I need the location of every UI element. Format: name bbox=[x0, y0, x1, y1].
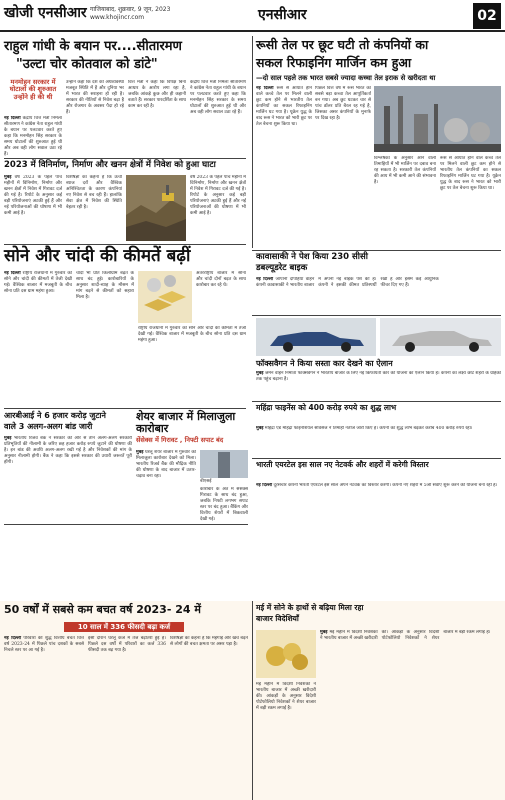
gold-dateline: नई दिल्ली bbox=[4, 271, 21, 276]
rahul-body-col4: केंद्रीय वित्त मंत्री निर्मला सीतारमण ने कांग्रेस नेता राहुल गांधी के बयान पर पलटवार करते हुए कहा कि मनमोहन सिंह सरकार के समय घोटालों की शुरुआत हुई थी और अब वही लोग सवाल उठा रहे हैं। bbox=[190, 80, 246, 115]
rahul-dateline: नई दिल्ली bbox=[4, 116, 21, 121]
page-number: 02 bbox=[473, 3, 501, 29]
masthead-website: www.khojincr.com bbox=[90, 14, 145, 21]
divider bbox=[252, 315, 501, 316]
bank-photo bbox=[256, 630, 316, 678]
stock-headline: शेयर बाजार में मिलाजुला कारोबार bbox=[136, 410, 236, 436]
bank-dateline: मुंबई bbox=[320, 630, 328, 635]
newspaper-brand: खोजी एनसीआर bbox=[4, 5, 87, 21]
mahindra-body bbox=[256, 426, 501, 456]
gold-body-col1 bbox=[4, 271, 72, 405]
gold-body-col4: राष्ट्रीय राजधानी में गुरुवार को सोने और चांदी की कीमतों में तेजी देखी गई। वैश्विक बाजार में मजबूती के बीच सोना प्रति दस ग्राम महंगा हुआ। bbox=[138, 326, 246, 343]
refinery-image bbox=[374, 86, 501, 152]
fifty-body-col3: विशेषज्ञों का कहना है कि महंगाई और खर्च बढ़ने से लोगों की बचत क्षमता पर असर पड़ा है। bbox=[170, 636, 248, 647]
fifty-body-col1 bbox=[4, 636, 84, 796]
rahul-body-col3: वित्त मंत्री ने कहा कि विपक्ष बिना आधार के आरोप लगा रहा है, जबकि आंकड़े कुछ और ही कहानी बताते हैं। सरकार पारदर्शिता के साथ काम कर रही है। bbox=[128, 80, 186, 109]
rahul-headline-line1: राहुल गांधी के बयान पर....सीतारमण bbox=[4, 39, 182, 54]
divider-vertical bbox=[252, 601, 253, 800]
sugar-headline-line2: डबल्यूडरेट बाइक bbox=[256, 263, 308, 273]
russia-dateline: नई दिल्ली bbox=[256, 86, 274, 91]
telecom-body-text: दूरसंचार कंपनी भारती एयरटेल इस साल अपने नेटवर्क का विस्तार करेगी। कंपनी नए शहरों में 5जी सेवाएं शुरू करने की योजना बना रही है। bbox=[273, 483, 498, 488]
divider bbox=[4, 244, 246, 245]
mining-headline: 2023 में विनिर्माण, निर्माण और खनन क्षेत्रों में निवेश को हुआ घाटा bbox=[4, 160, 216, 170]
mining-body-1: वर्ष 2023 के पहले पांच महीनों में विनिर्माण, निर्माण और खनन क्षेत्रों में निवेश में गिरावट दर्ज की गई है। रिपोर्ट के अनुसार कई बड़ी परियोजनाएं अटकी हुई हैं और नई परियोजनाओं की घोषणा में भी कमी आई है। bbox=[4, 175, 62, 216]
vw-body-text: जर्मन वाहन निर्माता फॉक्सवैगन ने भारतीय बाजार के लिए नई किफायती कार की योजना का ऐलान किया है। कंपनी का लक्ष्य छोटे शहरों के ग्राहकों तक पहुंच बढ़ाना है। bbox=[256, 371, 501, 382]
stock-dateline: मुंबई bbox=[136, 450, 144, 455]
bank-body bbox=[320, 630, 501, 796]
stock-deck: सेंसेक्स में गिरावट , निफ्टी सपाट बंद bbox=[136, 436, 224, 444]
fifty-headline: 50 वर्षों में सबसे कम बचत वर्ष 2023- 24 में bbox=[4, 603, 201, 616]
stock-body-col1 bbox=[136, 450, 196, 522]
divider-vertical bbox=[252, 36, 253, 248]
fifty-dateline: नई दिल्ली bbox=[4, 636, 22, 641]
gold-photo bbox=[138, 271, 192, 323]
rahul-body-1: केंद्रीय वित्त मंत्री निर्मला सीतारमण ने कांग्रेस नेता राहुल गांधी के बयान पर पलटवार करते हुए कहा कि मनमोहन सिंह सरकार के समय घोटालों की शुरुआत हुई थी और अब वही लोग सवाल उठा रहे हैं। bbox=[4, 116, 62, 156]
gold-body-col2: चांदी भी प्रति किलोग्राम बढ़त के साथ बंद हुई। कारोबारियों के अनुसार शादी-ब्याह के मौसम में मांग बढ़ने से कीमतों को सहारा मिला है। bbox=[76, 271, 134, 300]
rbi-body-2: इन बांड की अवधि अलग-अलग रखी गई है और निवेशकों की मांग के अनुसार नीलामी होगी। बैंक ने कहा कि इससे सरकार की उधारी जरूरतें पूरी होंगी। bbox=[4, 448, 132, 465]
telecom-headline: भारती एयरटेल इस साल नए नेटवर्क और शहरों में करेगी विस्तार bbox=[256, 460, 429, 469]
rbi-headline-line2: वाले 3 अलग-अलग बांड जारी bbox=[4, 422, 93, 431]
rbi-body bbox=[4, 436, 132, 522]
stock-body-col2: कारोबार के अंत में सेंसेक्स गिरावट के साथ बंद हुआ, जबकि निफ्टी लगभग सपाट स्तर पर बंद हुआ। बैंकिंग और वित्तीय शेयरों में बिकवाली देखी गई। bbox=[200, 487, 248, 522]
mahindra-headline: महिंद्रा फाइनेंस को 400 करोड़ रुपये का शुद्ध लाभ bbox=[256, 403, 397, 412]
russia-body-col3: विश्लेषकों के अनुसार आने वाली तिमाहियों में भी मार्जिन पर दबाव बना रह सकता है। सरकारी तेल कंपनियों की आय में भी कमी आने की संभावना है। bbox=[374, 156, 436, 185]
divider bbox=[4, 408, 246, 409]
mining-body-col2: विशेषज्ञों का कहना है कि ऊंची ब्याज दरों और वैश्विक अनिश्चितता के कारण कंपनियां नए निवेश से बच रही हैं। हालांकि सेवा क्षेत्र में निवेश की स्थिति बेहतर रही है। bbox=[66, 175, 122, 210]
russia-body-col2: पिछले वित्त वर्ष में रूस भारत का सबसे बड़ा कच्चा तेल आपूर्तिकर्ता बन गया। अब छूट घटकर चार से पांच डॉलर प्रति बैरल रह गई है, जिसका असर कंपनियों के मुनाफे पर दिख रहा है। bbox=[315, 86, 371, 121]
bank-headline-line2: बाजार विदेशियाँ bbox=[256, 614, 299, 623]
car-image bbox=[380, 318, 501, 356]
bank-body-text: मई महीने में विदेशी निवेशकों ने भारतीय बाजार में अच्छी खरीदारी की। आंकड़ों के अनुसार विदेशी पोर्टफोलियो निवेशकों ने शेयर बाजार में बड़ी रकम लगाई है। bbox=[320, 630, 491, 641]
stock-body-1: घरेलू शेयर बाजार में गुरुवार को मिलाजुला कारोबार देखने को मिला। भारतीय रिजर्व बैंक की मौद्रिक नीति की घोषणा के बाद बाजार में उतार-चढ़ाव बना रहा। bbox=[136, 450, 196, 479]
mining-photo bbox=[126, 175, 186, 241]
vw-body bbox=[256, 371, 501, 399]
fifty-body-1: परिवारों की शुद्ध वित्तीय बचत वित्त वर्ष 2023-24 में पिछले पांच दशकों के सबसे निचले स्तर पर आ गई है। bbox=[4, 636, 84, 653]
vw-dateline: मुंबई bbox=[256, 371, 264, 376]
mahindra-body-text: महिंद्रा एंड महिंद्रा फाइनेंशियल सर्विसेज ने तिमाही नतीजे जारी किए हैं। कंपनी का शुद्ध लाभ बढ़कर करीब 400 करोड़ रुपये रहा। bbox=[264, 426, 473, 431]
mahindra-dateline: मुंबई bbox=[256, 426, 264, 431]
sugar-headline-line1: कावासाकी ने पेश किया 230 सीसी bbox=[256, 252, 368, 262]
gold-body-col3: अंतरराष्ट्रीय बाजार में सोना और चांदी दोनों बढ़त के साथ कारोबार कर रहे थे। bbox=[196, 271, 246, 288]
russia-body-col4: रूस से आयात होने वाले कच्चे तेल पर मिलने वाली छूट कम होने से भारतीय तेल कंपनियों का सकल रिफाइनिंग मार्जिन घट गया है। यूक्रेन युद्ध के बाद रूस ने भारत को भारी छूट पर तेल बेचना शुरू किया था। bbox=[440, 156, 501, 191]
gold-coins-image bbox=[256, 630, 316, 678]
telecom-body bbox=[256, 483, 501, 599]
russia-deck: —दो साल पहले तक भारत सबसे ज्यादा कच्चा तेल इराक से खरीदता था bbox=[256, 74, 436, 82]
divider bbox=[252, 458, 501, 459]
rbi-headline-line1: आरबीआई ने 6 हजार करोड़ जुटाने bbox=[4, 411, 106, 420]
rbi-dateline: मुंबई bbox=[4, 436, 12, 441]
sugar-body-text: जापानी दोपहिया वाहन कंपनी कावासाकी ने भारतीय बाजार में अपनी नई बाइक पेश की है। कंपनी ने इसकी कीमत प्रतिस्पर्धी रखी है और इसमें कई आधुनिक फीचर दिए गए हैं। bbox=[256, 277, 439, 288]
divider bbox=[252, 401, 501, 402]
vw-headline: फॉक्सवैगन ने किया सस्ता कार देखने का ऐलान bbox=[256, 359, 393, 368]
fifty-body-col2: इसी दौरान घरेलू कर्ज में तेज बढ़ोतरी हुई है। पिछले दस वर्षों में परिवारों का कर्ज 336 फीसदी तक बढ़ गया है। bbox=[88, 636, 166, 653]
bank-headline-line1: मई में सोने के हाथों से बढ़िया मिला रहा bbox=[256, 603, 364, 612]
telecom-dateline: नई दिल्ली bbox=[256, 483, 273, 488]
masthead-meta bbox=[90, 6, 170, 22]
gold-body-1: राष्ट्रीय राजधानी में गुरुवार को सोने और चांदी की कीमतों में तेजी देखी गई। वैश्विक बाजार में मजबूती के बीच सोना प्रति दस ग्राम महंगा हुआ। bbox=[4, 271, 72, 294]
rahul-headline-line2: "उल्टा चोर कोतवाल को डांटे" bbox=[16, 57, 158, 72]
vw-photo-2 bbox=[380, 318, 501, 356]
section-title: एनसीआर bbox=[258, 7, 307, 23]
divider bbox=[252, 250, 501, 251]
rahul-body-col1 bbox=[4, 116, 62, 156]
mining-dateline: मुंबई bbox=[4, 175, 12, 180]
russia-body-1: रूस से आयात होने वाले कच्चे तेल पर मिलने वाली छूट कम होने से भारतीय तेल कंपनियों का सकल रिफाइनिंग मार्जिन घट गया है। यूक्रेन युद्ध के बाद रूस ने भारत को भारी छूट पर तेल बेचना शुरू किया था। bbox=[256, 86, 312, 127]
mining-image bbox=[126, 175, 186, 241]
rahul-body-col2: उन्होंने कहा कि देश की अर्थव्यवस्था मजबूत स्थिति में है और दुनिया भर में भारत की सराहना हो रही है। सरकार की नीतियों से निवेश बढ़ा है और रोजगार के अवसर पैदा हो रहे हैं। bbox=[66, 80, 124, 115]
divider bbox=[4, 524, 248, 525]
sugar-dateline: नई दिल्ली bbox=[256, 277, 274, 282]
divider bbox=[4, 158, 246, 159]
stock-caption: बीएसई bbox=[200, 479, 212, 484]
masthead-date: गाजियाबाद, शुक्रवार, 9 जून, 2023 bbox=[90, 6, 171, 13]
car-image bbox=[256, 318, 376, 356]
bank-body-col2: मई महीने में विदेशी निवेशकों ने भारतीय बाजार में अच्छी खरीदारी की। आंकड़ों के अनुसार विदेशी पोर्टफोलियो निवेशकों ने शेयर बाजार में बड़ी रकम लगाई है। bbox=[256, 682, 316, 711]
russia-headline-line2: सकल रिफाइनिंग मार्जिन कम हुआ bbox=[256, 55, 412, 70]
vw-photo bbox=[256, 318, 376, 356]
russia-photo bbox=[374, 86, 501, 152]
gold-bars-image bbox=[138, 271, 192, 323]
rahul-side-head: मनमोहन सरकार में घोटालों की शुरुआत उन्होंने ही की थी bbox=[9, 78, 57, 101]
mining-body-col1 bbox=[4, 175, 62, 241]
russia-body-col1 bbox=[256, 86, 312, 248]
rbi-body-1: भारतीय रिजर्व बैंक ने सरकार की ओर से तीन अलग-अलग सरकारी प्रतिभूतियों की नीलामी के जरिए छह हजार करोड़ रुपये जुटाने की घोषणा की है। bbox=[4, 436, 132, 453]
stock-photo bbox=[200, 450, 248, 478]
mining-body-col3: वर्ष 2023 के पहले पांच महीनों में विनिर्माण, निर्माण और खनन क्षेत्रों में निवेश में गिरावट दर्ज की गई है। रिपोर्ट के अनुसार कई बड़ी परियोजनाएं अटकी हुई हैं और नई परियोजनाओं की घोषणा में भी कमी आई है। bbox=[190, 175, 246, 216]
russia-headline-line1: रूसी तेल पर छूट घटी तो कंपनियों का bbox=[256, 37, 429, 52]
gold-headline: सोने और चांदी की कीमतें बढ़ीं bbox=[4, 246, 191, 266]
bse-building-image bbox=[200, 450, 248, 478]
fifty-subhead: 10 साल में 336 फीसदी बढ़ा कर्ज bbox=[64, 622, 184, 632]
masthead bbox=[0, 0, 505, 32]
sugar-body bbox=[256, 277, 501, 313]
